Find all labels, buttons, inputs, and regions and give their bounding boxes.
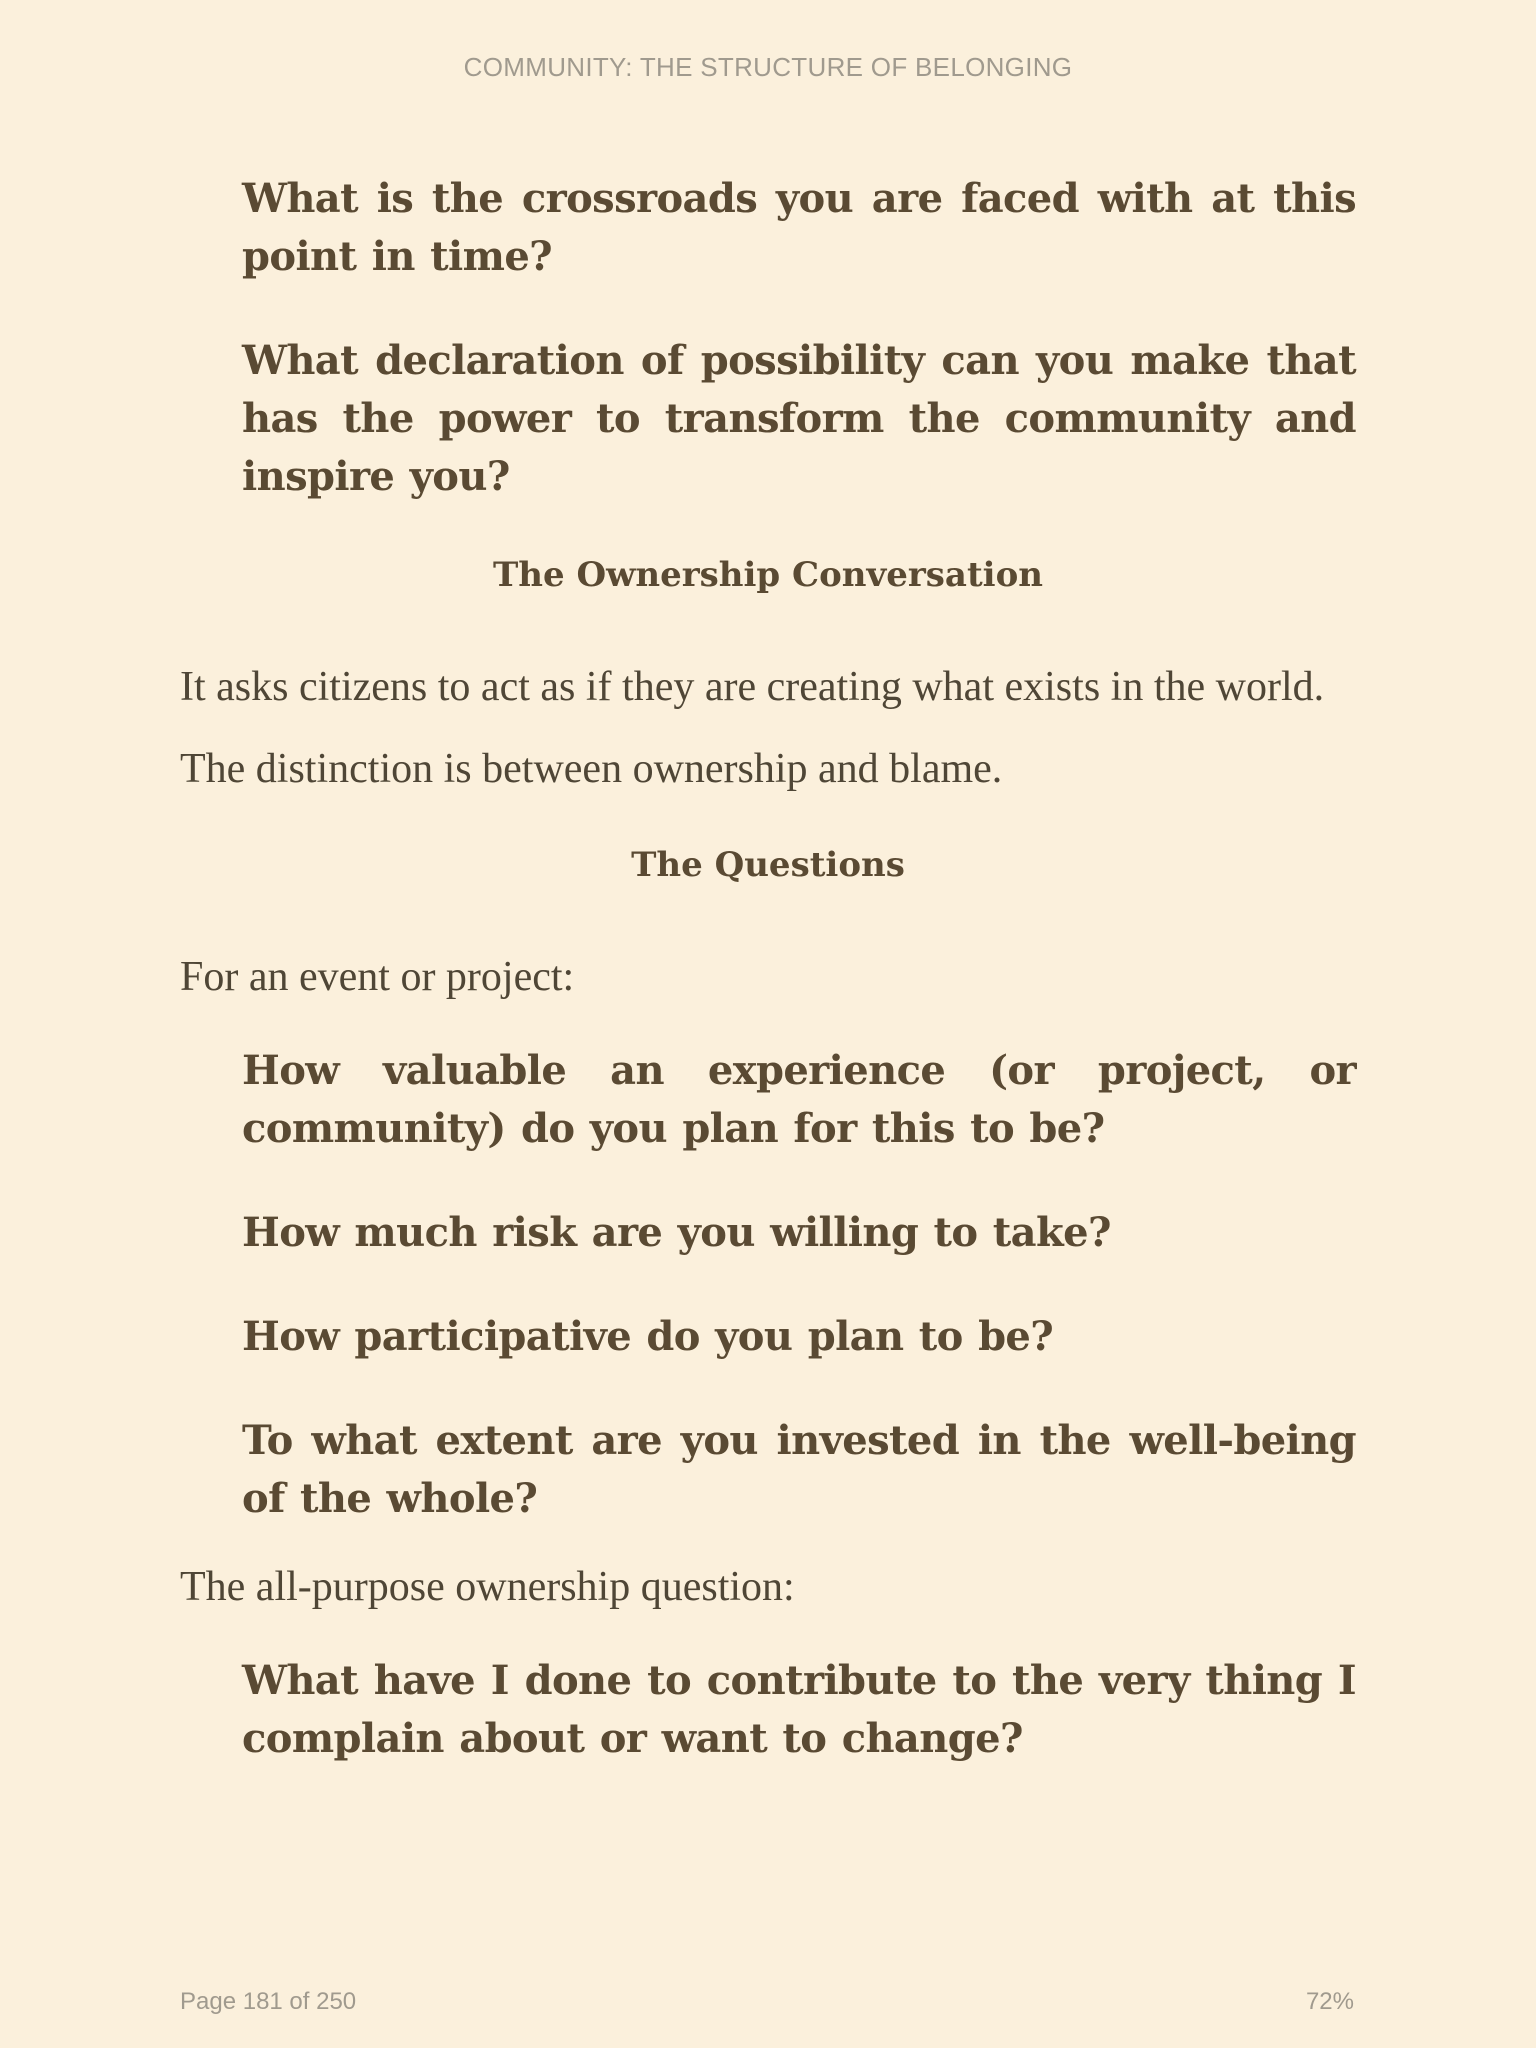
question-risk: How much risk are you willing to take? [242,1209,1111,1256]
question-invested: To what extent are you invested in the well-being of the whole? [242,1417,1356,1522]
question-all-purpose: What have I done to contribute to the very thing I complain about or want to change? [242,1657,1356,1762]
question-crossroads: What is the crossroads you are faced with at this point in time? [242,175,1356,280]
running-header: COMMUNITY: THE STRUCTURE OF BELONGING [463,52,1073,82]
paragraph-ownership-2: The distinction is between ownership and blame. [180,746,1003,792]
paragraph-all-purpose-intro: The all-purpose ownership question: [180,1564,795,1610]
progress-percent: 72% [1305,1988,1354,2015]
heading-the-questions: The Questions [631,845,905,885]
page-content [180,170,1356,1814]
question-declaration: What declaration of possibility can you make that has the power to transform the community and inspire you? [242,337,1356,500]
page-indicator: Page 181 of 250 [180,1988,357,2015]
heading-ownership-conversation: The Ownership Conversation [493,555,1043,595]
paragraph-event-intro: For an event or project: [180,954,575,1000]
question-valuable-experience: How valuable an experience (or project, or community) do you plan for this to be? [242,1047,1356,1152]
question-participative: How participative do you plan to be? [242,1313,1054,1360]
paragraph-ownership-1: It asks citizens to act as if they are creating what exists in the world. [180,664,1325,710]
